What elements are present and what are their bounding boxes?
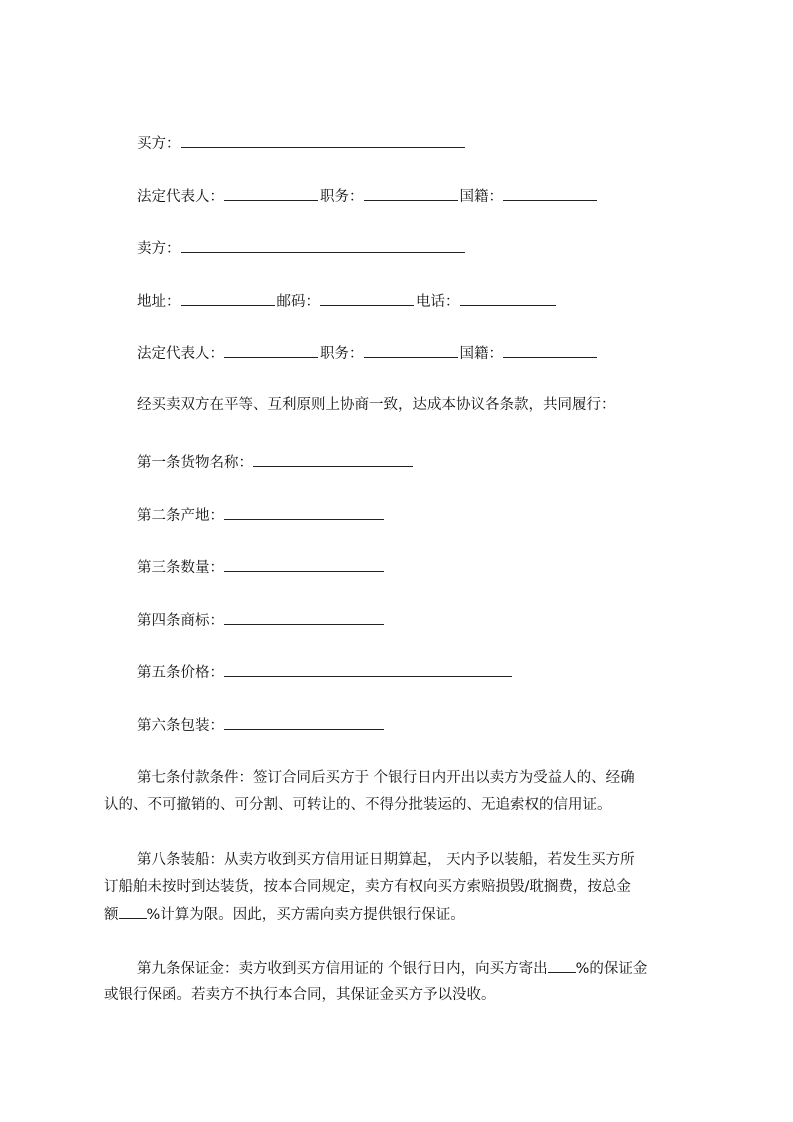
buyer-title-label: 职务： <box>320 189 364 205</box>
buyer-rep-label: 法定代表人： <box>137 189 224 205</box>
article-6-blank[interactable] <box>224 714 384 730</box>
article-5 <box>137 661 514 683</box>
seller-blank[interactable] <box>181 237 465 253</box>
article-9-line-1 <box>137 958 647 979</box>
address-blank[interactable] <box>181 290 275 306</box>
article-5-blank[interactable] <box>224 661 512 677</box>
article-8-line-1: 第八条装船：从卖方收到买方信用证日期算起， 天内予以装船，若发生买方所 <box>137 852 635 868</box>
seller-title-label: 职务： <box>320 346 364 362</box>
buyer-nationality-label: 国籍： <box>459 189 503 205</box>
article-5-label: 第五条价格： <box>137 665 224 681</box>
buyer-label: 买方： <box>137 136 181 152</box>
phone-blank[interactable] <box>460 290 556 306</box>
article-8-line-3 <box>104 904 465 925</box>
article-3-blank[interactable] <box>224 556 384 572</box>
article-1 <box>137 451 415 473</box>
article-3 <box>137 556 386 578</box>
seller-address-line <box>137 290 558 312</box>
article-9-line-2: 或银行保函。若卖方不执行本合同，其保证金买方予以没收。 <box>104 987 496 1003</box>
buyer-line <box>137 132 467 154</box>
buyer-blank[interactable] <box>181 132 465 148</box>
postcode-blank[interactable] <box>320 290 414 306</box>
article-9-percent-blank[interactable] <box>548 958 576 973</box>
seller-nationality-label: 国籍： <box>459 346 503 362</box>
seller-nationality-blank[interactable] <box>503 342 597 358</box>
article-2 <box>137 504 386 526</box>
article-1-label: 第一条货物名称： <box>137 455 253 471</box>
article-6 <box>137 714 386 736</box>
article-9-line-1-post: %的保证金 <box>575 961 648 977</box>
preamble: 经买卖双方在平等、互利原则上协商一致，达成本协议各条款，共同履行： <box>137 397 616 413</box>
phone-label: 电话： <box>416 294 460 310</box>
article-8-line-2: 订船舶未按时到达装货，按本合同规定，卖方有权向买方索赔损毁/耽搁费，按总金 <box>104 879 631 895</box>
address-label: 地址： <box>137 294 181 310</box>
seller-rep-blank[interactable] <box>224 342 318 358</box>
article-1-blank[interactable] <box>253 451 413 467</box>
article-2-blank[interactable] <box>224 504 384 520</box>
postcode-label: 邮码： <box>276 294 320 310</box>
article-7-line-1: 第七条付款条件：签订合同后买方于 个银行日内开出以卖方为受益人的、经确 <box>137 770 635 786</box>
buyer-title-blank[interactable] <box>364 185 458 201</box>
article-8-line-3-pre: 额 <box>104 907 119 923</box>
buyer-rep-line <box>137 185 599 207</box>
article-9-line-1-pre: 第九条保证金：卖方收到买方信用证的 个银行日内，向买方寄出 <box>137 961 548 977</box>
seller-line <box>137 237 467 259</box>
article-4-label: 第四条商标： <box>137 613 224 629</box>
seller-rep-label: 法定代表人： <box>137 346 224 362</box>
buyer-nationality-blank[interactable] <box>503 185 597 201</box>
article-4 <box>137 609 386 631</box>
article-6-label: 第六条包装： <box>137 718 224 734</box>
article-8-percent-blank[interactable] <box>119 904 147 919</box>
article-4-blank[interactable] <box>224 609 384 625</box>
seller-label: 卖方： <box>137 241 181 257</box>
article-3-label: 第三条数量： <box>137 560 224 576</box>
article-8-line-3-post: %计算为限。因此，买方需向卖方提供银行保证。 <box>146 907 465 923</box>
seller-title-blank[interactable] <box>364 342 458 358</box>
article-2-label: 第二条产地： <box>137 508 224 524</box>
article-7-line-2: 认的、不可撤销的、可分割、可转让的、不得分批装运的、无追索权的信用证。 <box>104 797 612 813</box>
seller-rep-line <box>137 342 599 364</box>
buyer-rep-blank[interactable] <box>224 185 318 201</box>
